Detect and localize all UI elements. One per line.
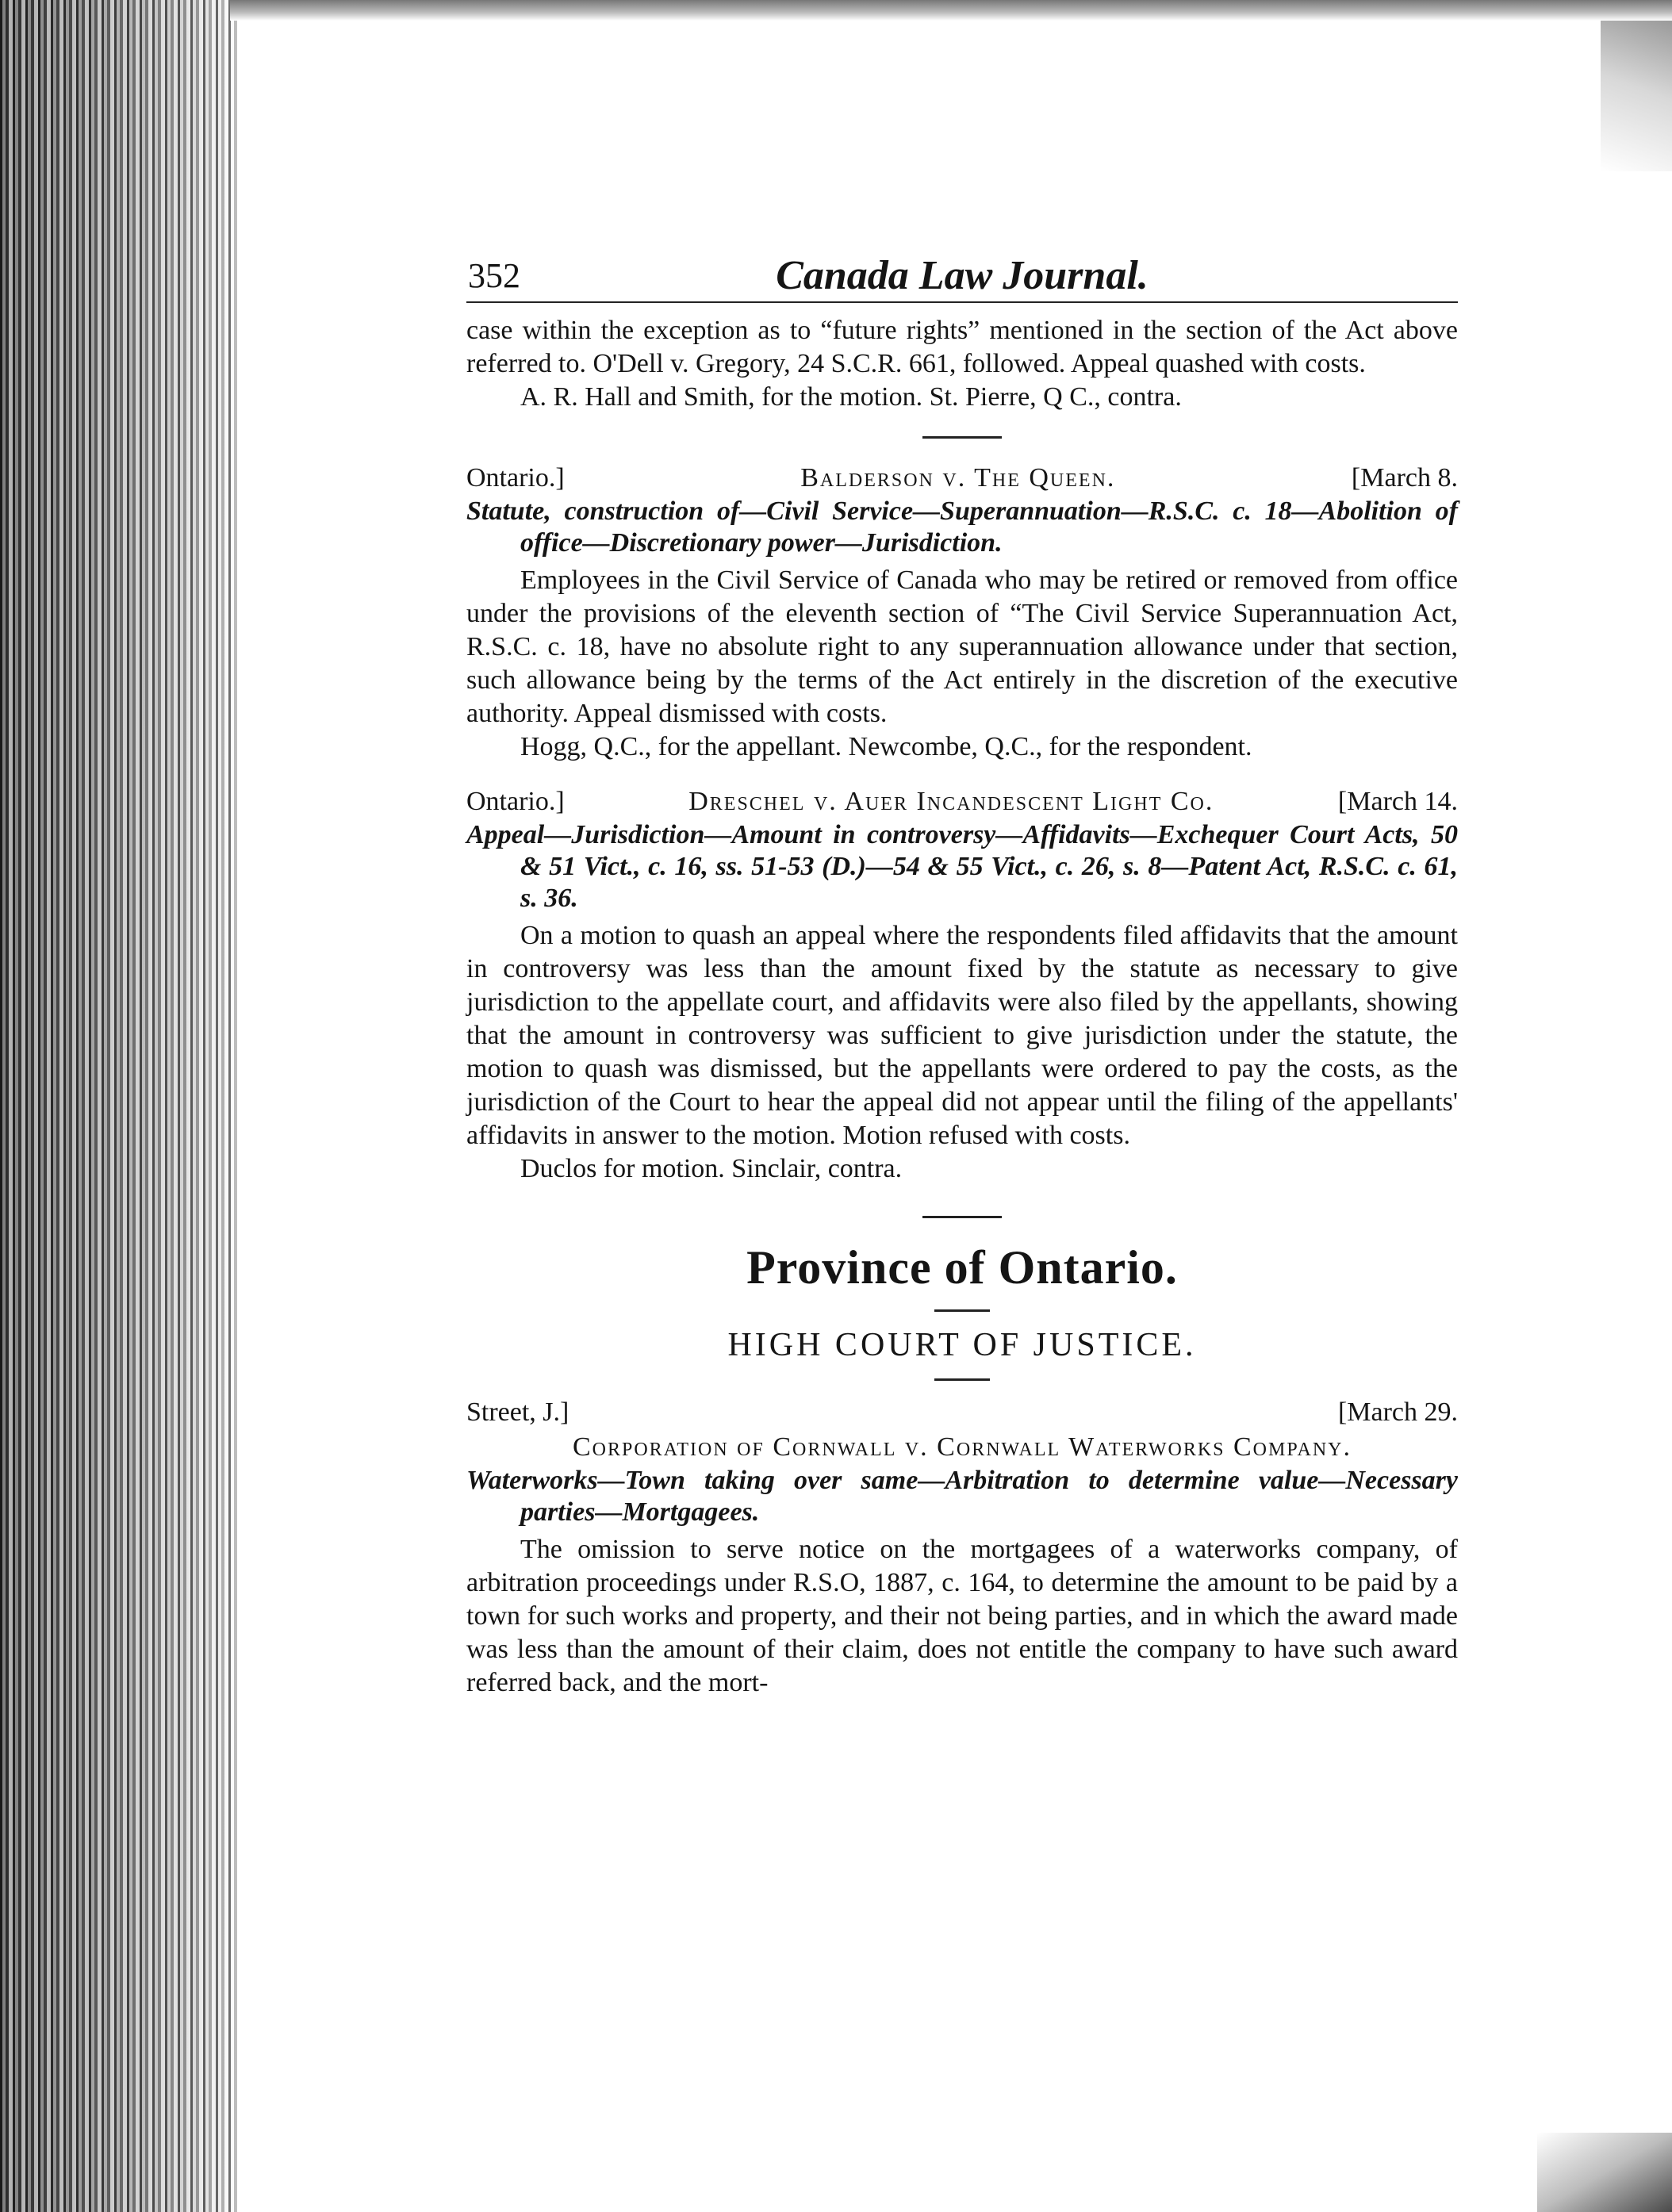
case-name: Corporation of Cornwall v. Cornwall Waterworks Company. [572,1432,1352,1462]
journal-title: Canada Law Journal. [776,253,1149,298]
case-headnote: Statute, construction of—Civil Service—Superannuation—R.S.C. c. 18—Abolition of office—Discretionary power—Jurisdiction. [466,496,1458,558]
case-date: [March 29. [1337,1397,1458,1427]
case-name: Balderson v. The Queen. [800,463,1116,493]
province-title: Province of Ontario. [746,1241,1178,1294]
section-divider [922,1216,1002,1218]
case-name: Dreschel v. Auer Incandescent Light Co. [688,787,1214,816]
section-divider [922,436,1002,439]
case-court: Ontario.] [466,787,565,816]
journal-page [466,252,1458,1700]
case-headnote: Appeal—Jurisdiction—Amount in controversy—Affidavits—Exchequer Court Acts, 50 & 51 Vict., c. 16, ss. 51-53 (D.)—54 & 55 Vict., c. 26, s. 8—Patent Act, R.S.C. c. 61, s. 36. [466,820,1458,913]
case-body: The omission to serve notice on the mortgagees of a waterworks company, of arbitration proceedings under R.S.O, 1887, c. 164, to determine the amount to be paid by a town for such works and property, and their not being parties, and in which the award made was less than the amount of their claim, does not entitle the company to have such award referred back, and the mort- [466,1535,1458,1697]
case-court: Ontario.] [466,463,565,493]
page-corner-shadow [1601,21,1672,171]
court-title: HIGH COURT OF JUSTICE. [727,1327,1197,1363]
title-divider [934,1309,990,1312]
case-counsel: Hogg, Q.C., for the appellant. Newcombe, Q.C., for the respondent. [520,732,1252,761]
case-heading [466,784,1458,819]
running-head [466,252,1458,303]
case-heading [466,461,1458,496]
case-court: Street, J.] [466,1397,569,1427]
case-date: [March 14. [1337,787,1458,816]
case-counsel: Duclos for motion. Sinclair, contra. [520,1154,903,1183]
intro-text: case within the exception as to “future rights” mentioned in the section of the Act above referred to. O'Dell v. Gregory, 24 S.C.R. 661, followed. Appeal quashed with costs. [466,316,1458,378]
case-date: [March 8. [1351,463,1458,493]
case-body: On a motion to quash an appeal where the respondents filed affidavits that the amount in controversy was less than the amount fixed by the statute as necessary to give jurisdiction to the appellate court, and affidavits were also filed by the appellants, showing that the amount in controversy was sufficient to give jurisdiction under the statute, the motion to quash was dismissed, but the appellants were ordered to pay the costs, as the jurisdiction of the Court to hear the appeal did not appear until the filing of the appellants' affidavits in answer to the motion. Motion refused with costs. [466,921,1458,1150]
top-edge-shadow [230,0,1672,21]
title-divider [934,1378,990,1381]
page-number: 352 [468,256,520,295]
intro-counsel: A. R. Hall and Smith, for the motion. St. Pierre, Q C., contra. [520,382,1182,412]
case-headnote: Waterworks—Town taking over same—Arbitration to determine value—Necessary parties—Mortgagees. [466,1466,1458,1527]
bottom-corner-shadow [1537,2133,1672,2212]
case-body: Employees in the Civil Service of Canada who may be retired or removed from office under the provisions of the eleventh section of “The Civil Service Superannuation Act, R.S.C. c. 18, have no absolute right to any superannuation allowance under that section, such allowance being by the terms of the Act entirely in the discretion of the executive authority. Appeal dismissed with costs. [466,565,1458,728]
book-spine-shadow [0,0,238,2212]
case-heading [466,1395,1458,1430]
